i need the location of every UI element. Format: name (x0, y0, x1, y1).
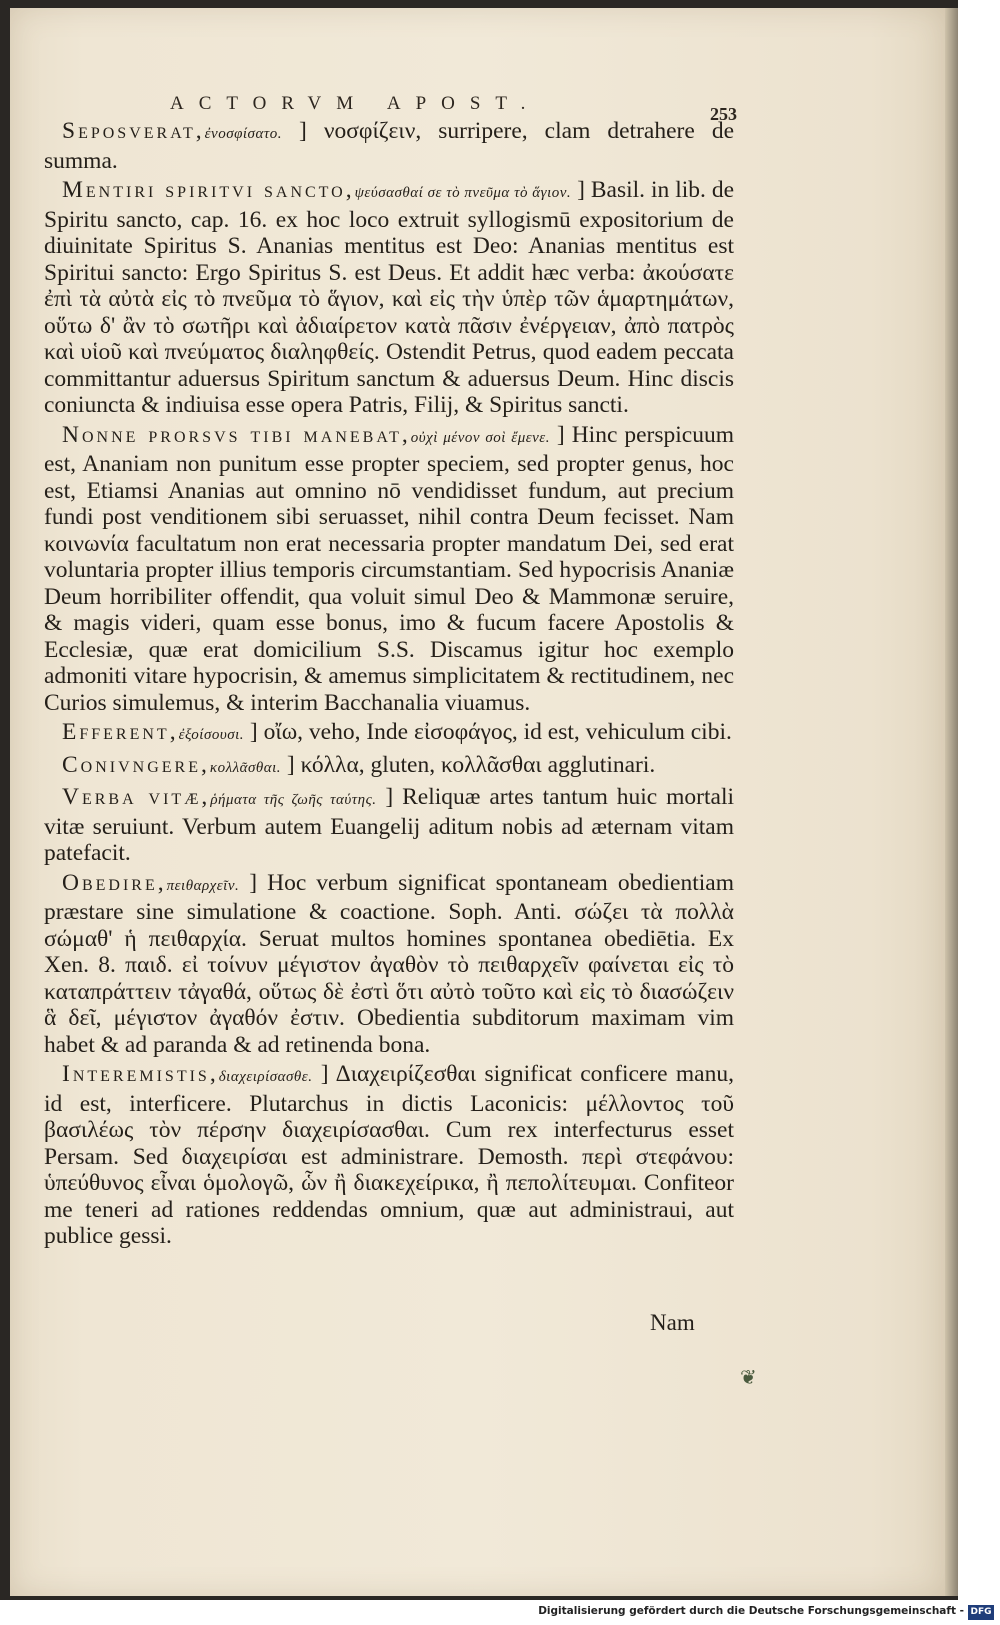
lemma: Seposverat, (62, 118, 205, 144)
paragraph-text: ] Basil. in lib. de Spiritu sancto, cap. 16. ex hoc loco extruit syllogismū expositorium de diuinitate Spiritus S. Ananias mentitus est Deo: Ananias mentitus est Spiritui sancto: Ergo Spiritus S. est Deus. Et addit hæc verba: ἀκούσατε ἐπὶ τὰ αὐτὰ εἰς τὸ πνεῦμα τὸ ἅγιον, καὶ εἰς τὴν ὑπὲρ τῶν ἁμαρτημάτων, οὕτω δ' ἂν τὸ σωτῆρι καὶ ἀδιαίρετον κατὰ πᾶσιν ἐνέργειαν, ἀπὸ πατρὸς καὶ υἱοῦ καὶ πνεύματος διαληφθείς. Ostendit Petrus, quod eadem peccata committantur aduersus Spiritum sanctum & aduersus Deum. Hinc discis coniuncta & indiuisa esse opera Patris, Filij, & Spiritus sancti. (44, 177, 735, 418)
lemma: Mentiri spiritvi sancto, (62, 177, 355, 203)
lemma: Efferent, (62, 719, 179, 745)
ornament-mark: ❦ (740, 1367, 757, 1389)
paragraph-text: ] Hinc perspicuum est, Ananiam non punitum esse propter speciem, sed propter genus, hoc est, Etiamsi Ananias aut omnino nō vendidisset fundum, aut precium fundi post venditionem sibi seruasset, nihil contra Deum fecisset. Nam κοινωνία facultatum non erat necessaria propter mandatum Dei, sed erat voluntaria propter illius temporis circumstantiam. Sed hypocrisis Ananiæ Deum horribiliter offendit, qua voluit simul Deo & Mammonæ seruire, & magis videri, quam esse bonus, imo & fucum facere Apostolis & Ecclesiæ, quæ erat domicilium S.S. Discamus igitur hoc exemplo admoniti vitare hypocrisin, & amemus simplicitatem & rectitudinem, nec Curios simulemus, & interim Bacchanalia viuamus. (44, 421, 735, 716)
greek-gloss: ἐνοσφίσατο. (204, 126, 282, 142)
lemma: Verba vitæ, (62, 784, 211, 810)
commentary-paragraph (44, 719, 734, 749)
greek-gloss: ῥήματα τῆς ζωῆς ταύτης. (210, 792, 377, 808)
commentary-paragraph (44, 752, 734, 782)
page-number: 253 (710, 104, 737, 124)
commentary-paragraph (44, 870, 734, 1059)
greek-gloss: ἐξοίσουσι. (178, 727, 245, 743)
greek-gloss: διαχειρίσασθε. (218, 1069, 313, 1085)
commentary-paragraph (44, 784, 734, 867)
catchword: Nam (650, 1310, 695, 1335)
paragraph-text: ] νοσφίζειν, surripere, clam detrahere de summa. (44, 118, 734, 174)
page-edge-shadow (945, 8, 958, 1596)
paragraph-text: ] οἴω, veho, Inde εἰσοφάγος, id est, vehiculum cibi. (249, 719, 732, 745)
commentary-paragraph (44, 177, 734, 419)
paragraph-text: ] Reliquæ artes tantum huic mortali vitæ seruiunt. Verbum autem Euangelij aditum nobis ad æternam vitam patefacit. (44, 784, 735, 866)
greek-gloss: πειθαρχεῖν. (166, 877, 240, 894)
running-head: ACTORVM APOST. (170, 93, 541, 114)
paragraph-text: ] Hoc verbum significat spontaneam obedientiam præstare sine simulatione & coactione. Soph. Anti. σώζει τὰ πολλὰ σώμαθ' ἡ πειθαρχία. Seruat multos homines spontanea obediētia. Ex Xen. 8. παιδ. εἰ τοίνυν μέγιστον ἀγαθὸν τὸ πειθαρχεῖν φαίνεται εἰς τὸ καταπράττειν τἀγαθά, οὕτως δὲ ἐστὶ ὅτι αὐτὸ τοῦτο καὶ εἰς τὸ διασώζειν ἃ δεῖ, μέγιστον ἀγαθόν ἐστιν. Obedientia subditorum maximam vim habet & ad paranda & ad retinenda bona. (44, 869, 734, 1058)
paragraph-text: ] Διαχειρίζεσθαι significat conficere manu, id est, interficere. Plutarchus in dictis Laconicis: μέλλοντος τοῦ βασιλέως τὸν πέρσην διαχειρίσασθαι. Cum rex interfecturus esset Persam. Sed διαχειρίσαι est administrare. Demosth. περὶ στεφάνου: ὑπεύθυνος εἶναι ὁμολογῶ, ὧν ἢ διακεχείρικα, ἢ πεπολίτευμαι. Confiteor me teneri ad rationes reddendas omnium, quæ aut administraui, aut publice gessi. (44, 1061, 734, 1249)
greek-gloss: οὐχὶ μένον σοὶ ἔμενε. (410, 429, 550, 446)
lemma: Conivngere, (62, 751, 210, 778)
commentary-body (44, 118, 734, 1253)
greek-gloss: ψεύσασθαί σε τὸ πνεῦμα τὸ ἅγιον. (354, 185, 572, 201)
lemma: Interemistis, (62, 1061, 219, 1087)
commentary-paragraph (44, 118, 734, 174)
lemma: Nonne prorsvs tibi manebat, (62, 421, 411, 448)
paragraph-text: ] κόλλα, gluten, κολλᾶσθαι agglutinari. (286, 751, 656, 778)
commentary-paragraph (44, 1061, 734, 1250)
digitization-footer (0, 1603, 1000, 1625)
greek-gloss: κολλᾶσθαι. (209, 759, 281, 776)
lemma: Obedire, (62, 869, 167, 896)
commentary-paragraph (44, 422, 734, 717)
dfg-logo: DFG (968, 1605, 994, 1620)
funding-credit: Digitalisierung gefördert durch die Deutsche Forschungsgemeinschaft - (538, 1605, 964, 1617)
